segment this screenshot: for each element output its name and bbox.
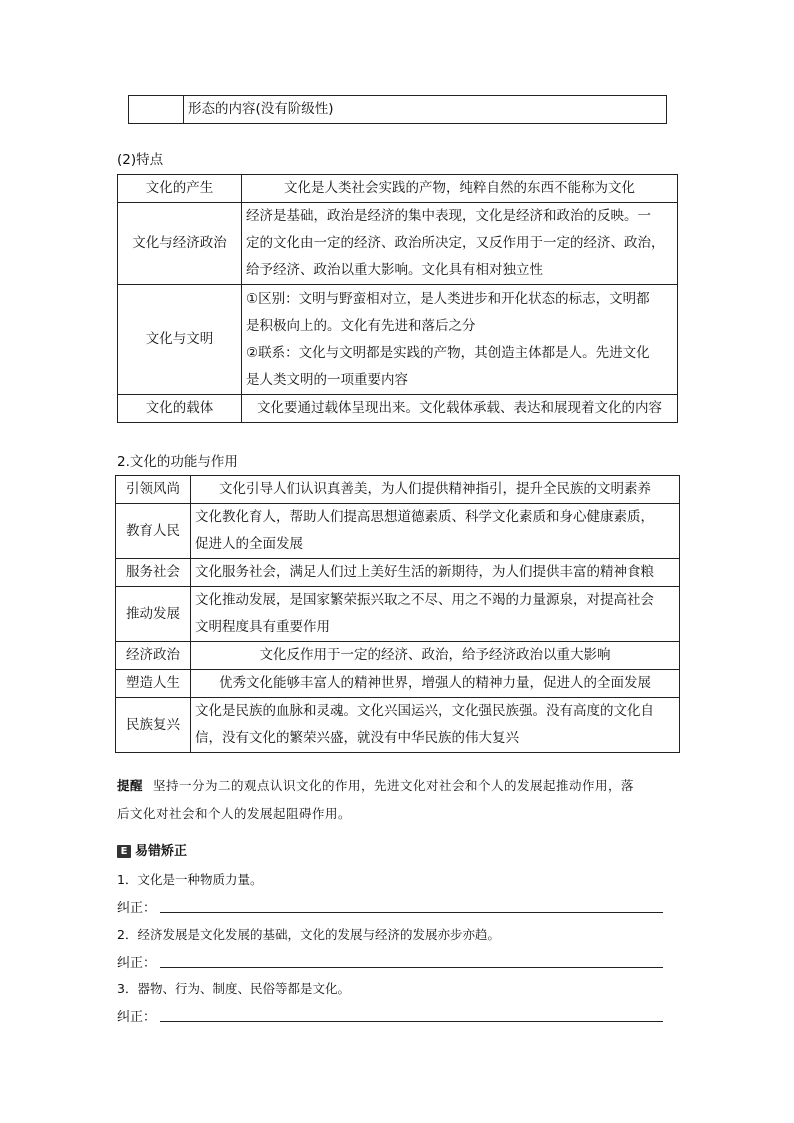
row-key: 文化的产生 xyxy=(118,175,242,203)
line: 信，没有文化的繁荣兴盛，就没有中华民族的伟大复兴 xyxy=(195,730,519,746)
row-value: 文化引导人们认识真善美，为人们提供精神指引，提升全民族的文明素养 xyxy=(191,476,680,504)
line: 促进人的全面发展 xyxy=(195,536,303,552)
row-value: 优秀文化能够丰富人的精神世界，增强人的精神力量，促进人的全面发展 xyxy=(191,670,680,698)
correction-icon: E xyxy=(117,845,131,858)
line: ①区别：文明与野蛮相对立，是人类进步和开化状态的标志，文明都 xyxy=(246,290,650,307)
section-title-features: (2)特点 xyxy=(117,152,164,168)
row-key: 文化与文明 xyxy=(118,285,242,395)
table-row xyxy=(116,476,680,504)
row-key: 文化的载体 xyxy=(118,395,242,423)
row-value: 文化服务社会，满足人们过上美好生活的新期待，为人们提供丰富的精神食粮 xyxy=(191,559,680,587)
row-value: 文化反作用于一定的经济、政治，给予经济政治以重大影响 xyxy=(191,642,680,670)
table-row xyxy=(116,670,680,698)
row-key: 民族复兴 xyxy=(116,698,191,753)
line: ②联系：文化与文明都是实践的产物，其创造主体都是人。先进文化 xyxy=(246,344,650,361)
fix-label-1: 纠正： xyxy=(117,901,157,916)
reminder-line: 后文化对社会和个人的发展起阻碍作用。 xyxy=(117,806,352,821)
row-key: 塑造人生 xyxy=(116,670,191,698)
answer-line-1[interactable] xyxy=(160,912,663,913)
row-key: 服务社会 xyxy=(116,559,191,587)
table-row xyxy=(116,587,680,642)
answer-line-2[interactable] xyxy=(160,967,663,968)
table-row xyxy=(116,698,680,753)
row-value xyxy=(191,587,680,642)
table-cell xyxy=(129,96,184,124)
row-key: 文化与经济政治 xyxy=(118,203,242,285)
functions-table xyxy=(115,475,680,753)
line: 定的文化由一定的经济、政治所决定，又反作用于一定的经济、政治， xyxy=(246,235,665,251)
features-table xyxy=(117,174,678,423)
table-row xyxy=(116,504,680,559)
corrections-header xyxy=(117,840,187,859)
section-title-functions: 2.文化的功能与作用 xyxy=(117,454,238,470)
line: 是积极向上的。文化有先进和落后之分 xyxy=(246,317,476,334)
top-table xyxy=(128,95,667,124)
row-key: 教育人民 xyxy=(116,504,191,559)
fix-label-3: 纠正： xyxy=(117,1010,157,1025)
line: 给予经济、政治以重大影响。文化具有相对独立性 xyxy=(246,262,543,278)
line: 文化是民族的血脉和灵魂。文化兴国运兴，文化强民族强。没有高度的文化自 xyxy=(195,703,654,719)
line: 是人类文明的一项重要内容 xyxy=(246,371,408,388)
table-row xyxy=(116,642,680,670)
row-value xyxy=(191,504,680,559)
row-value xyxy=(191,698,680,753)
row-value: 文化要通过载体呈现出来。文化载体承载、表达和展现着文化的内容 xyxy=(242,395,678,423)
row-value xyxy=(242,203,678,285)
line: 经济是基础，政治是经济的集中表现，文化是经济和政治的反映。一 xyxy=(246,208,651,224)
reminder-note xyxy=(117,772,687,828)
table-row xyxy=(118,203,678,285)
question-3: 3．器物、行为、制度、民俗等都是文化。 xyxy=(117,981,350,996)
table-row xyxy=(116,559,680,587)
question-1: 1．文化是一种物质力量。 xyxy=(117,872,263,887)
answer-line-3[interactable] xyxy=(160,1021,663,1022)
row-key: 推动发展 xyxy=(116,587,191,642)
question-2: 2．经济发展是文化发展的基础，文化的发展与经济的发展亦步亦趋。 xyxy=(117,927,500,942)
row-key: 经济政治 xyxy=(116,642,191,670)
table-row xyxy=(118,395,678,423)
table-row xyxy=(118,285,678,395)
table-row xyxy=(118,175,678,203)
row-key: 引领风尚 xyxy=(116,476,191,504)
line: 文化推动发展，是国家繁荣振兴取之不尽、用之不竭的力量源泉，对提高社会 xyxy=(195,592,654,608)
reminder-line: 坚持一分为二的观点认识文化的作用，先进文化对社会和个人的发展起推动作用，落 xyxy=(153,778,635,793)
line: 文化教化育人，帮助人们提高思想道德素质、科学文化素质和身心健康素质， xyxy=(195,509,654,525)
fix-label-2: 纠正： xyxy=(117,956,157,971)
corrections-title: 易错矫正 xyxy=(135,844,188,859)
table-cell: 形态的内容(没有阶级性) xyxy=(184,96,667,124)
reminder-label: 提醒 xyxy=(117,778,144,793)
row-value xyxy=(242,285,678,395)
row-value: 文化是人类社会实践的产物，纯粹自然的东西不能称为文化 xyxy=(242,175,678,203)
line: 文明程度具有重要作用 xyxy=(195,619,330,635)
table-row xyxy=(129,96,667,124)
